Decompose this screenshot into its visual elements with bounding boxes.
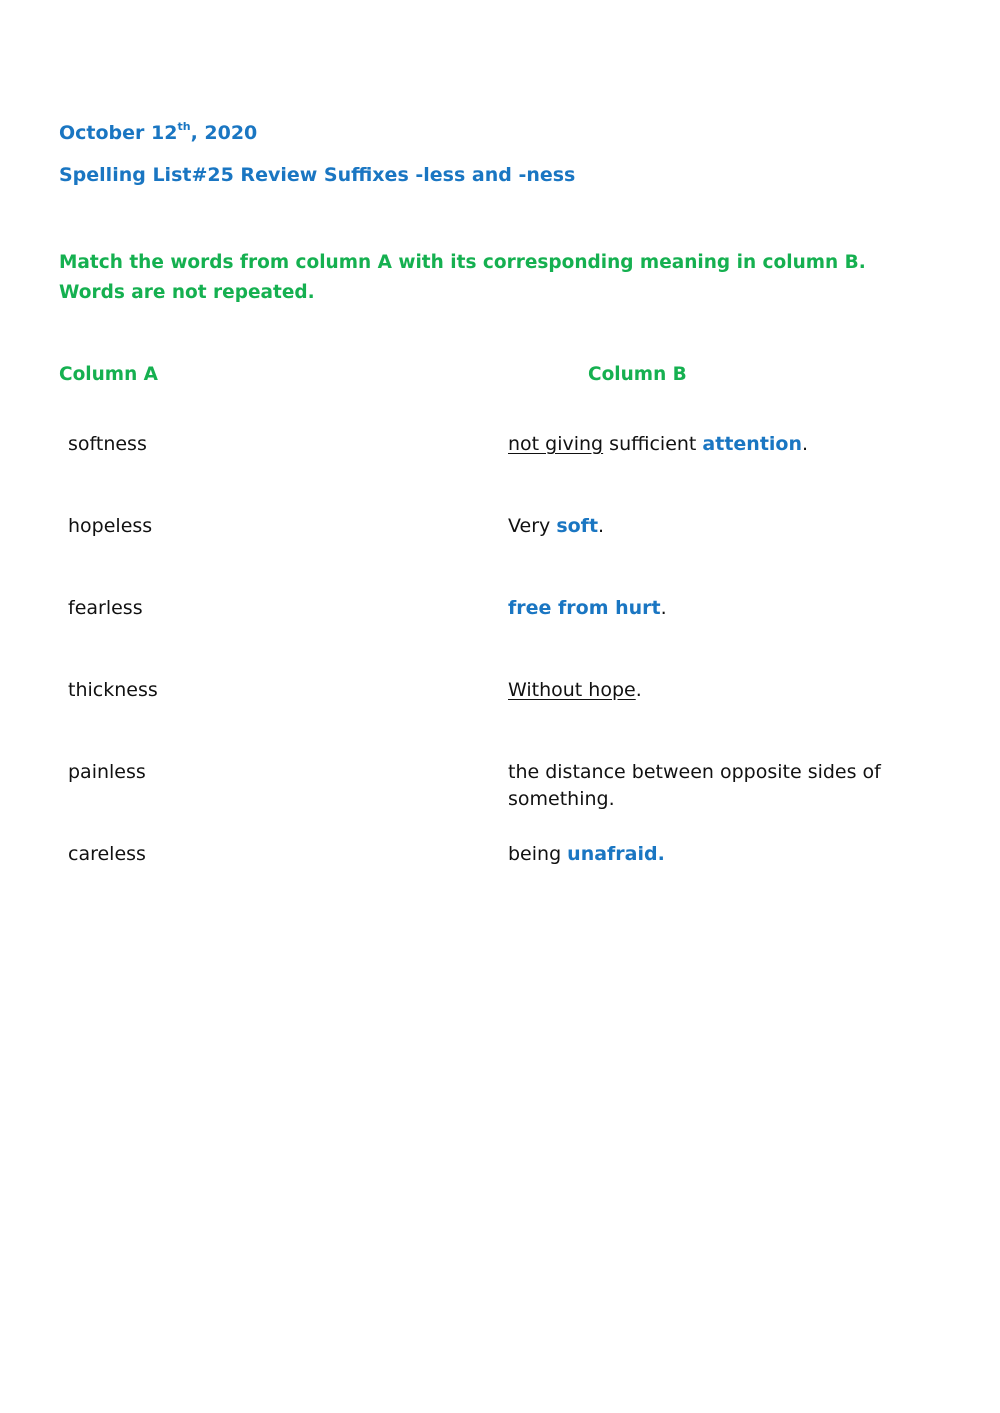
- column-b-meaning-4: [508, 677, 948, 704]
- column-b-meaning-2: [508, 513, 948, 540]
- column-b-heading: Column B: [588, 364, 687, 385]
- column-a-word-careless: careless: [68, 843, 146, 865]
- column-a-word-fearless: fearless: [68, 597, 143, 619]
- date-month-day: October 12: [59, 122, 178, 144]
- date-year: , 2020: [190, 122, 258, 144]
- column-a-word-hopeless: hopeless: [68, 515, 153, 537]
- meaning-text: being: [508, 843, 568, 865]
- column-b-meaning-6: [508, 841, 948, 868]
- worksheet-date: [59, 120, 257, 144]
- column-a-word-softness: softness: [68, 433, 147, 455]
- column-b-meaning-5: the distance between opposite sides of something.: [508, 761, 881, 810]
- meaning-highlight-text: attention: [702, 433, 802, 455]
- meaning-underlined-text: not giving: [508, 433, 604, 455]
- meaning-highlight-text: free from hurt: [508, 597, 661, 619]
- meaning-period: .: [660, 597, 667, 619]
- column-a-word-thickness: thickness: [68, 679, 158, 701]
- meaning-highlight-text: unafraid.: [567, 843, 665, 865]
- meaning-period: .: [635, 679, 642, 701]
- meaning-period: .: [598, 515, 605, 537]
- date-ordinal-suffix: th: [177, 120, 191, 133]
- instructions-text: Match the words from column A with its corresponding meaning in column B. Words are not repeated.: [59, 252, 866, 303]
- column-a-word-painless: painless: [68, 761, 146, 783]
- worksheet-title: Spelling List#25 Review Suffixes -less and -ness: [59, 164, 576, 186]
- meaning-period: .: [802, 433, 809, 455]
- column-b-meaning-1: [508, 431, 948, 458]
- meaning-highlight-text: soft: [556, 515, 599, 537]
- meaning-underlined-text: Without hope: [508, 679, 636, 701]
- meaning-text: Very: [508, 515, 557, 537]
- column-b-meaning-3: [508, 595, 948, 622]
- meaning-text: sufficient: [603, 433, 703, 455]
- column-a-heading: Column A: [59, 364, 159, 385]
